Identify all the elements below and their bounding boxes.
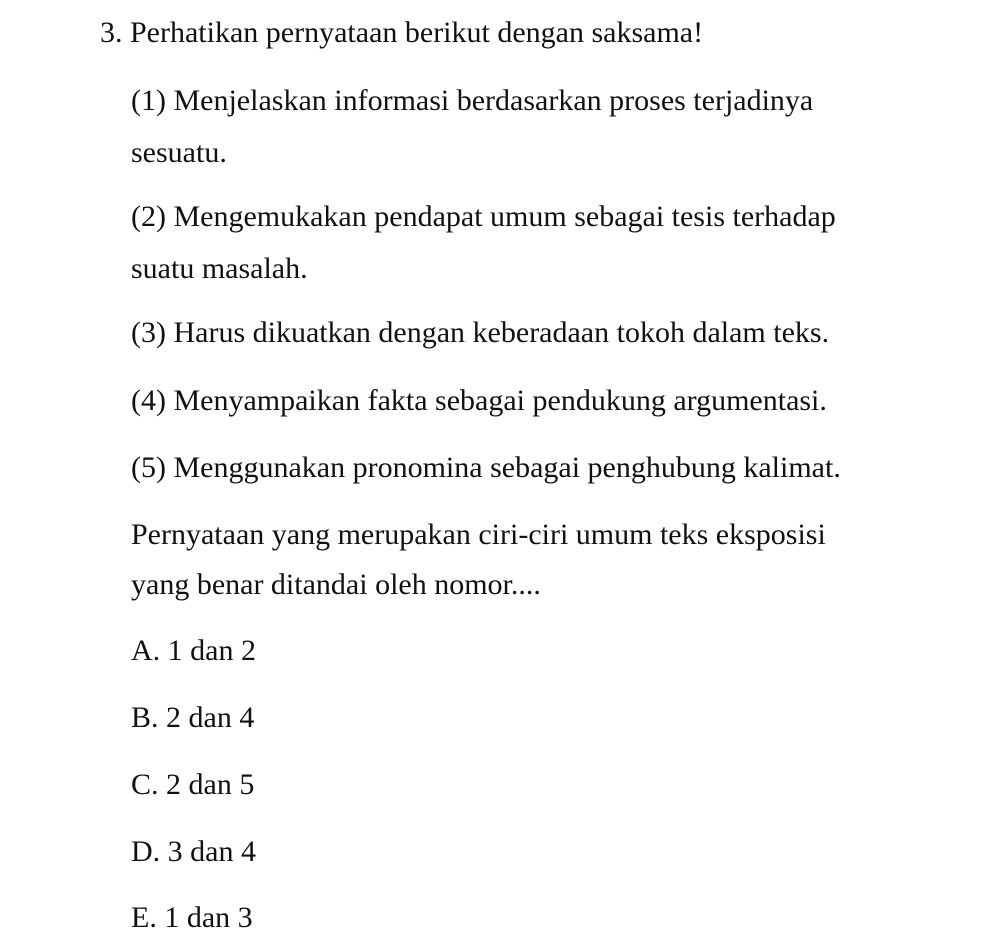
option-a[interactable]: A. 1 dan 2 (131, 634, 256, 667)
statement-4: (4) Menyampaikan fakta sebagai pendukung argumentasi. (131, 384, 827, 417)
statement-5: (5) Menggunakan pronomina sebagai penghubung kalimat. (131, 451, 841, 484)
option-c[interactable]: C. 2 dan 5 (131, 768, 255, 801)
prompt-line-1: Pernyataan yang merupakan ciri-ciri umum teks eksposisi (131, 518, 826, 551)
option-d[interactable]: D. 3 dan 4 (131, 835, 256, 868)
statement-1-line-2: sesuatu. (131, 136, 227, 169)
prompt-line-2: yang benar ditandai oleh nomor.... (131, 568, 541, 601)
question-title: 3. Perhatikan pernyataan berikut dengan saksama! (100, 16, 704, 49)
option-e[interactable]: E. 1 dan 3 (131, 901, 253, 934)
statement-1-line-1: (1) Menjelaskan informasi berdasarkan proses terjadinya (131, 84, 814, 117)
option-b[interactable]: B. 2 dan 4 (131, 701, 255, 734)
statement-3: (3) Harus dikuatkan dengan keberadaan tokoh dalam teks. (131, 316, 830, 349)
statement-2-line-1: (2) Mengemukakan pendapat umum sebagai tesis terhadap (131, 200, 836, 233)
statement-2-line-2: suatu masalah. (131, 252, 308, 285)
